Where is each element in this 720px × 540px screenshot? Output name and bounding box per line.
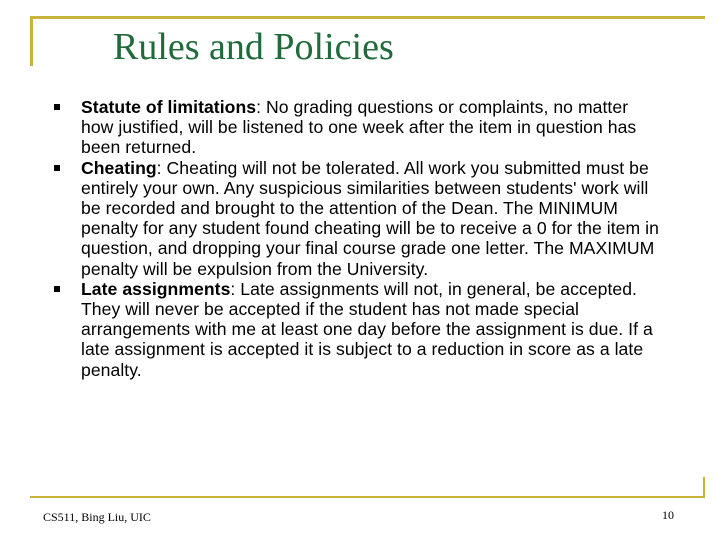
slide-title: Rules and Policies [113,26,394,68]
square-bullet-icon [54,165,60,171]
bullet-term: Cheating [81,157,157,178]
page-number: 10 [662,508,674,522]
bullet-text: : Late assignments will not, in general, be accepted. They will never be accepted if the student has not made special arrangements with me at least one day before the assignment is due. If a late assignment is accepted it is subject to a reduction in score as a late penalty. [81,278,653,380]
square-bullet-icon [54,104,60,110]
bullet-text: : No grading questions or complaints, no matter how justified, will be listened to one week after the item in question has been returned. [81,97,637,158]
square-bullet-icon [54,286,60,292]
bullet-text: : Cheating will not be tolerated. All work you submitted must be entirely your own. Any suspicious similarities between students' work will be recorded and brought to the attention of the Dean. The MINIMUM penalty for any student found cheating will be to receive a 0 for the item in question, and dropping your final course grade one letter. The MAXIMUM penalty will be expulsion from the University. [81,157,659,279]
slide-footer: CS511, Bing Liu, UIC [43,510,151,524]
bottom-border-rule [30,496,705,498]
left-border-rule [30,16,33,66]
bullet-term: Late assignments [81,278,231,299]
right-border-rule [703,477,705,498]
bullet-cheating [45,158,665,279]
top-border-rule [30,16,705,19]
bullet-late-assignments [45,279,665,380]
bullet-list [45,97,665,380]
bullet-term: Statute of limitations [81,97,257,117]
bullet-statute-of-limitations [45,97,665,158]
